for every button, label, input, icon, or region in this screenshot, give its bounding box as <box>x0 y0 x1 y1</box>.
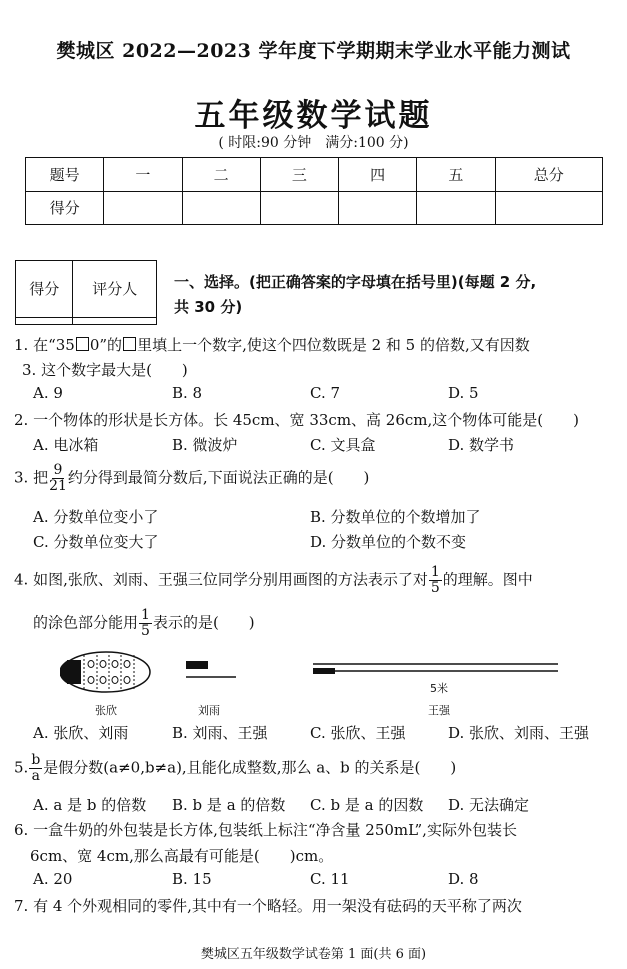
q4-text-d: 表示的是( ) <box>152 613 255 632</box>
figure-label-liuyu: 刘雨 <box>198 704 220 717</box>
q4-text-c: 的涂色部分能用 <box>33 613 139 632</box>
score-table-header: 四 <box>339 158 417 192</box>
grader-score-cell[interactable] <box>16 317 73 324</box>
grader-name-cell[interactable] <box>73 317 157 324</box>
q4-text-b: 的理解。图中 <box>442 570 533 589</box>
q3-option-b: B. 分数单位的个数增加了 <box>310 508 481 526</box>
question-3 <box>14 463 369 494</box>
score-table-header: 二 <box>182 158 260 192</box>
question-6-line2: 6cm、宽 4cm,那么高最有可能是( )cm。 <box>30 847 334 865</box>
grader-name-label: 评分人 <box>73 261 157 318</box>
fraction-denominator: a <box>31 768 40 784</box>
q4-option-b: B. 刘雨、王强 <box>172 724 268 742</box>
question-2: 2. 一个物体的形状是长方体。长 45cm、宽 33cm、高 26cm,这个物体可能是( ) <box>14 411 579 429</box>
score-table-header: 三 <box>260 158 338 192</box>
question-5 <box>14 753 456 784</box>
q1-option-d: D. 5 <box>448 384 479 402</box>
q5-option-b: B. b 是 a 的倍数 <box>172 796 286 814</box>
page-footer: 樊城区五年级数学试卷第 1 面(共 6 面) <box>200 947 427 962</box>
section-1-heading <box>174 270 536 320</box>
shaded-region <box>67 660 81 684</box>
paper-title: 五年级数学试题 <box>194 98 433 134</box>
q3-option-c: C. 分数单位变大了 <box>33 533 159 551</box>
q1-text-a: 1. 在“35 <box>14 336 75 354</box>
q1-text-c: 里填上一个数字,使这个四位数既是 2 和 5 的倍数,又有因数 <box>137 336 530 354</box>
q4-option-c: C. 张欣、王强 <box>310 724 406 742</box>
fraction-1-5 <box>429 565 442 596</box>
question-4-line2 <box>33 608 255 639</box>
score-cell[interactable] <box>182 191 260 225</box>
score-table-header: 题号 <box>26 158 104 192</box>
q1-option-b: B. 8 <box>172 384 203 402</box>
score-table <box>25 157 603 225</box>
q5-number: 5. <box>14 758 29 777</box>
q6-option-b: B. 15 <box>172 870 212 888</box>
figure-label-zhangxin: 张欣 <box>95 704 117 717</box>
score-table-header: 五 <box>417 158 495 192</box>
q5-option-c: C. b 是 a 的因数 <box>310 796 424 814</box>
q1-text-b: 0”的 <box>89 336 123 354</box>
question-1-line1 <box>14 334 530 355</box>
q3-option-d: D. 分数单位的个数不变 <box>310 533 467 551</box>
fraction-denominator: 5 <box>430 580 440 596</box>
score-table-header: 总分 <box>495 158 603 192</box>
fraction-numerator: 1 <box>141 607 150 623</box>
q6-option-d: D. 8 <box>448 870 479 888</box>
q3-text-b: 约分得到最简分数后,下面说法正确的是( ) <box>67 468 370 487</box>
q2-option-a: A. 电冰箱 <box>33 436 99 454</box>
figure-liuyu <box>180 655 240 685</box>
exam-title: 樊城区 2022—2023 学年度下学期期末学业水平能力测试 <box>56 40 571 62</box>
rope-length-label: 5米 <box>430 682 448 695</box>
q5-option-d: D. 无法确定 <box>448 796 530 814</box>
score-table-header: 一 <box>104 158 182 192</box>
q2-option-c: C. 文具盒 <box>310 436 376 454</box>
shaded-bar <box>186 661 208 669</box>
q2-option-d: D. 数学书 <box>448 436 515 454</box>
blank-square-icon <box>76 337 89 351</box>
score-table-header-row <box>26 158 603 192</box>
q3-option-a: A. 分数单位变小了 <box>33 508 159 526</box>
score-table-score-row <box>26 191 603 225</box>
q1-option-a: A. 9 <box>33 384 63 402</box>
time-info: ( 时限:90 分钟 满分:100 分) <box>218 135 409 151</box>
grader-box <box>15 260 157 325</box>
q4-option-d: D. 张欣、刘雨、王强 <box>448 724 590 742</box>
question-6-line1: 6. 一盒牛奶的外包装是长方体,包装纸上标注“净含量 250mL”,实际外包装长 <box>14 821 517 839</box>
fraction-1-5 <box>139 608 152 639</box>
score-cell[interactable] <box>260 191 338 225</box>
question-7-line1: 7. 有 4 个外观相同的零件,其中有一个略轻。用一架没有砝码的天平称了两次 <box>14 897 522 915</box>
fraction-numerator: 9 <box>53 462 63 478</box>
q4-option-a: A. 张欣、刘雨 <box>33 724 129 742</box>
fraction-b-a <box>29 753 42 784</box>
figure-label-wangqiang: 王强 <box>428 704 450 717</box>
q5-option-a: A. a 是 b 的倍数 <box>33 796 147 814</box>
score-row-label: 得分 <box>26 191 104 225</box>
fraction-numerator: 1 <box>430 564 440 580</box>
score-cell[interactable] <box>417 191 495 225</box>
question-4-line1 <box>14 565 533 596</box>
q1-option-c: C. 7 <box>310 384 341 402</box>
grader-score-label: 得分 <box>16 261 73 318</box>
q6-option-a: A. 20 <box>33 870 73 888</box>
q2-option-b: B. 微波炉 <box>172 436 238 454</box>
fraction-denominator: 21 <box>49 478 67 494</box>
q5-text: 是假分数(a≠0,b≠a),且能化成整数,那么 a、b 的关系是( ) <box>43 758 457 777</box>
shaded-region <box>60 660 68 684</box>
score-cell[interactable] <box>339 191 417 225</box>
section-1-line1: 一、选择。(把正确答案的字母填在括号里)(每题 2 分, <box>174 273 537 291</box>
fraction-numerator: b <box>31 752 41 768</box>
q6-option-c: C. 11 <box>310 870 350 888</box>
q4-text-a: 4. 如图,张欣、刘雨、王强三位同学分别用画图的方法表示了对 <box>14 570 428 589</box>
figure-zhangxin <box>60 650 160 705</box>
blank-square-icon <box>123 337 136 351</box>
fraction-9-21 <box>49 463 67 494</box>
score-cell-total[interactable] <box>495 191 603 225</box>
score-cell[interactable] <box>104 191 182 225</box>
q3-text-a: 3. 把 <box>14 468 49 487</box>
section-1-line2: 共 30 分) <box>174 298 243 316</box>
question-1-line2: 3. 这个数字最大是( ) <box>22 361 188 379</box>
fraction-denominator: 5 <box>141 623 150 639</box>
